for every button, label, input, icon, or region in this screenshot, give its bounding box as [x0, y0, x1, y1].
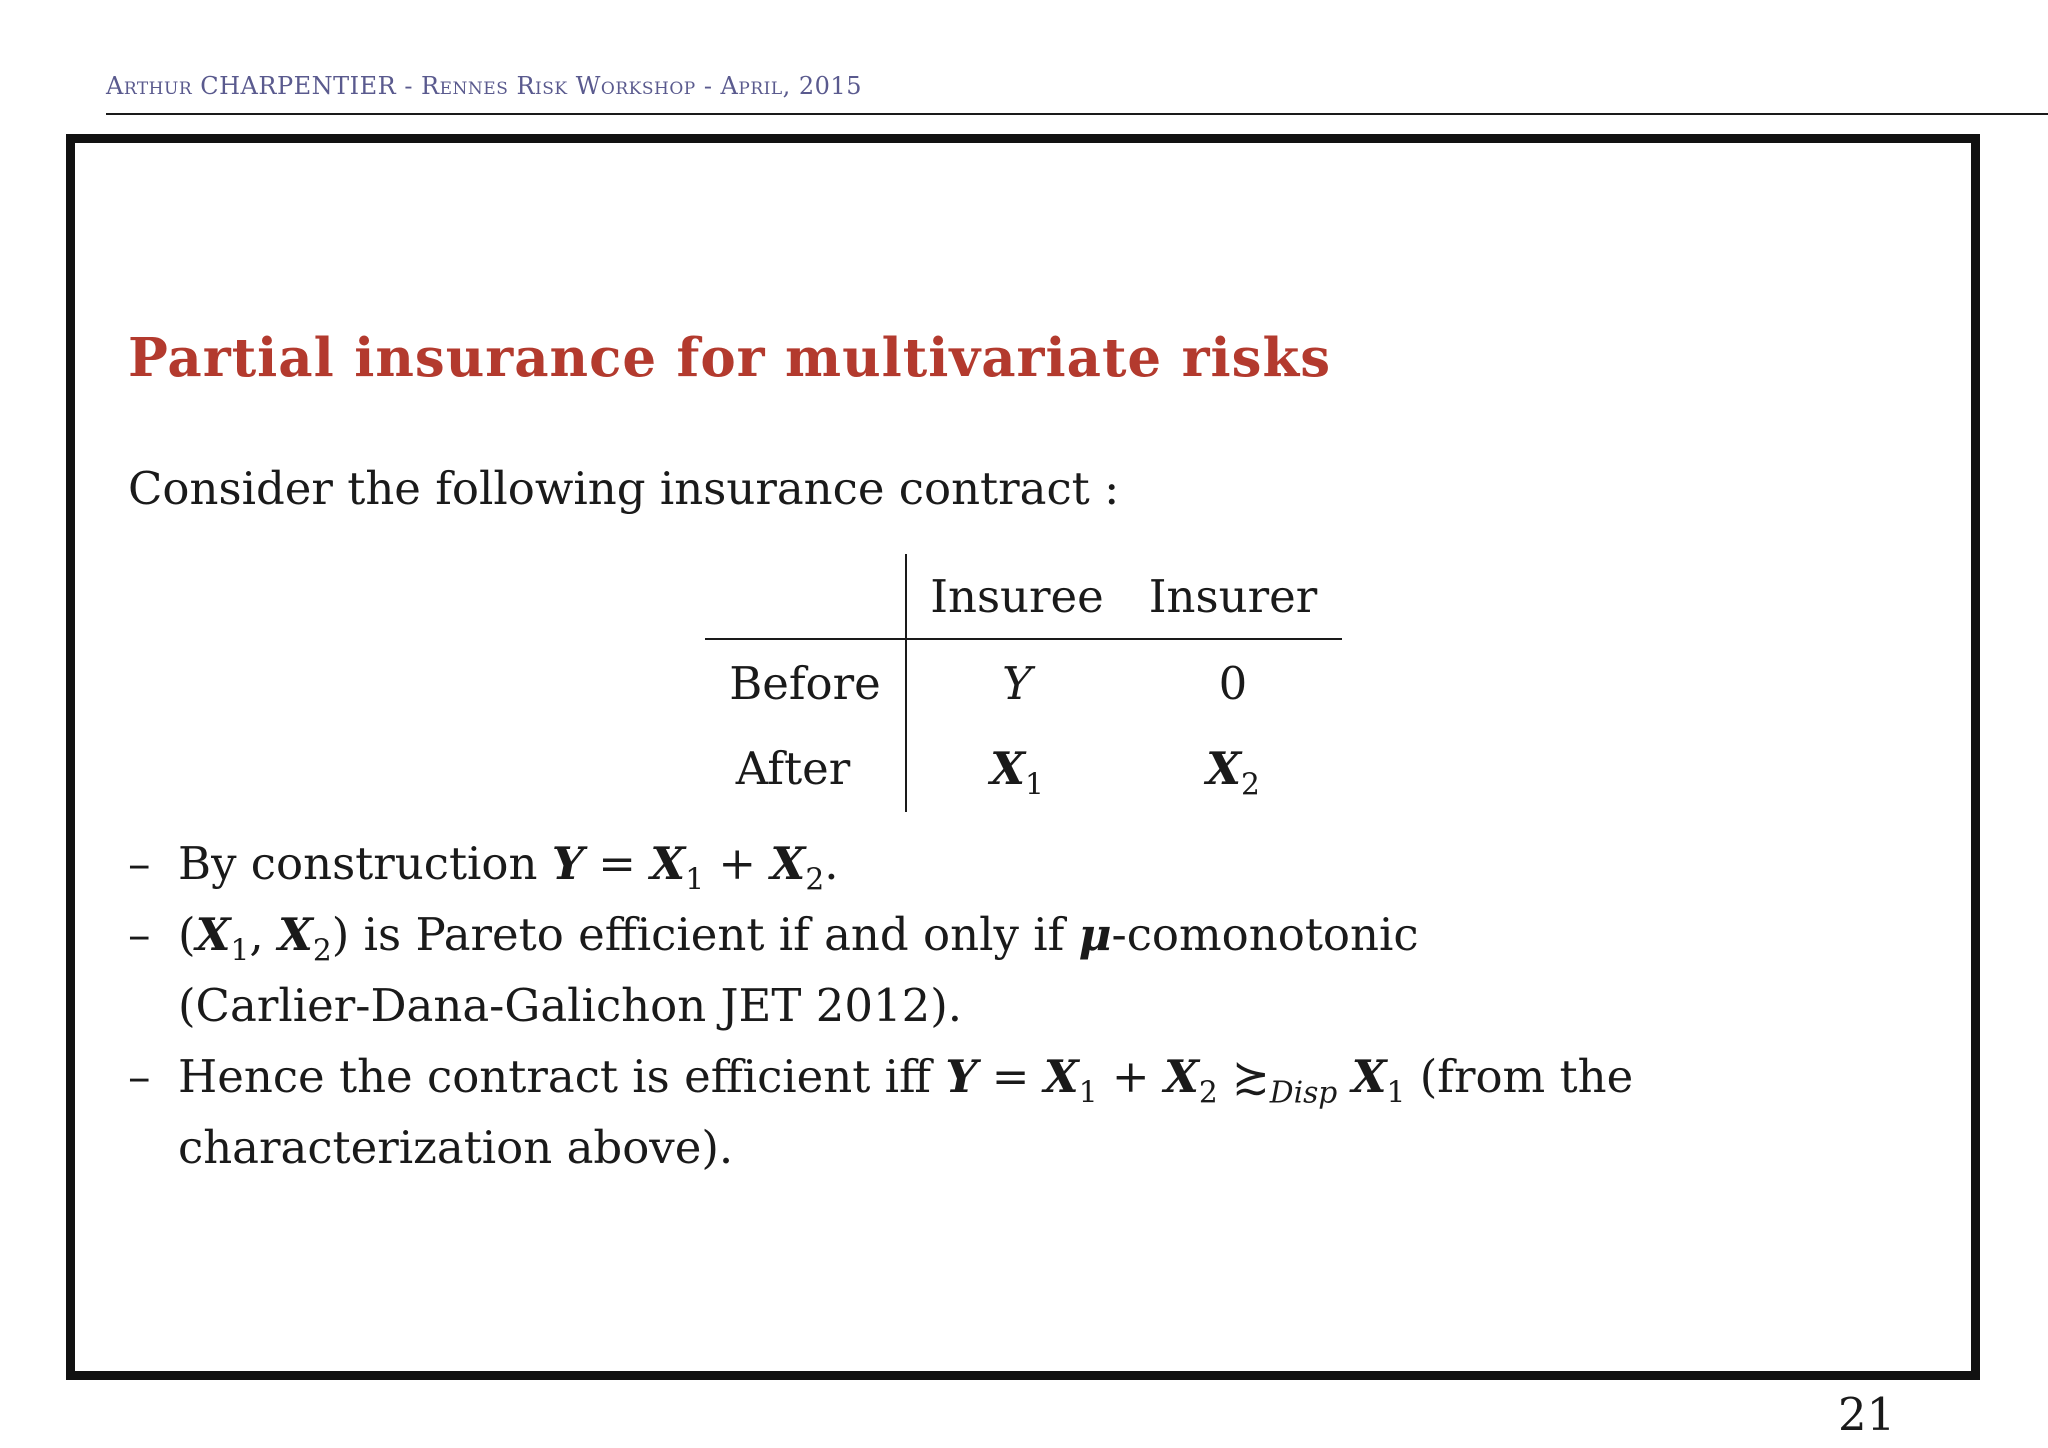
row-label-before: Before: [729, 657, 881, 710]
y-symbol: Y: [551, 837, 584, 890]
col-header-insuree: Insuree: [930, 570, 1104, 623]
x-symbol: X: [650, 837, 686, 890]
relation-subscript: Disp: [1269, 1075, 1338, 1111]
subscript: 1: [1025, 767, 1044, 803]
bullet-list: [128, 828, 1633, 1183]
subscript: 1: [1078, 1075, 1098, 1111]
header-rule: [106, 113, 2048, 115]
bullet-text: By construction: [178, 837, 552, 890]
subscript: 1: [230, 933, 250, 969]
bullet-dash: –: [128, 837, 151, 890]
equals-sign: =: [977, 1050, 1044, 1103]
x-symbol: X: [1206, 742, 1242, 795]
citation: (Carlier-Dana-Galichon JET 2012).: [178, 979, 963, 1032]
plus-sign: +: [704, 837, 771, 890]
cell-before-insuree: Y: [1002, 657, 1032, 710]
paren: (: [178, 908, 196, 961]
subscript: 1: [685, 862, 705, 898]
x-symbol: X: [1351, 1050, 1387, 1103]
slide-title: Partial insurance for multivariate risks: [128, 327, 1332, 389]
plus-sign: +: [1097, 1050, 1164, 1103]
table-vertical-rule: [905, 554, 907, 812]
bullet-text: -comonotonic: [1111, 908, 1419, 961]
x-symbol: X: [195, 908, 231, 961]
cell-after-insurer: [1206, 742, 1260, 803]
subscript: 2: [1198, 1075, 1218, 1111]
bullet-text: (from the: [1405, 1050, 1634, 1103]
bullet-dash: –: [128, 908, 151, 961]
x-symbol: X: [277, 908, 313, 961]
subscript: 2: [1241, 767, 1260, 803]
intro-text: Consider the following insurance contract :: [128, 462, 1120, 515]
bullet-construction: [128, 828, 1633, 899]
x-symbol: X: [990, 742, 1026, 795]
page-number: 21: [1838, 1388, 1896, 1441]
subscript: 1: [1386, 1075, 1406, 1111]
bullet-pareto: [128, 899, 1633, 970]
bullet-efficient-continuation: [128, 1112, 1633, 1183]
bullet-pareto-continuation: [128, 970, 1633, 1041]
x-symbol: X: [1163, 1050, 1199, 1103]
cell-before-insurer: 0: [1218, 657, 1248, 710]
subscript: 2: [312, 933, 332, 969]
comma: ,: [249, 908, 278, 961]
bullet-text: Hence the contract is efficient iff: [178, 1050, 946, 1103]
row-label-after: After: [735, 742, 851, 795]
col-header-insurer: Insurer: [1148, 570, 1318, 623]
paren: ): [331, 908, 350, 961]
y-symbol: Y: [945, 1050, 978, 1103]
bullet-dash: –: [128, 1050, 151, 1103]
cell-after-insuree: [990, 742, 1044, 803]
period: .: [824, 837, 839, 890]
bullet-efficient: [128, 1041, 1633, 1112]
x-symbol: X: [1043, 1050, 1079, 1103]
mu-symbol: μ: [1078, 908, 1112, 961]
bullet-text: is Pareto efficient if and only if: [349, 908, 1079, 961]
contract-table: [705, 554, 1342, 812]
equals-sign: =: [583, 837, 651, 890]
bullet-text: characterization above).: [178, 1121, 734, 1174]
x-symbol: X: [770, 837, 806, 890]
running-header: Arthur CHARPENTIER - Rennes Risk Workshop - April, 2015: [106, 72, 862, 100]
dispersion-order-symbol: ≿: [1217, 1050, 1270, 1103]
subscript: 2: [805, 862, 825, 898]
table-horizontal-rule: [705, 638, 1342, 640]
